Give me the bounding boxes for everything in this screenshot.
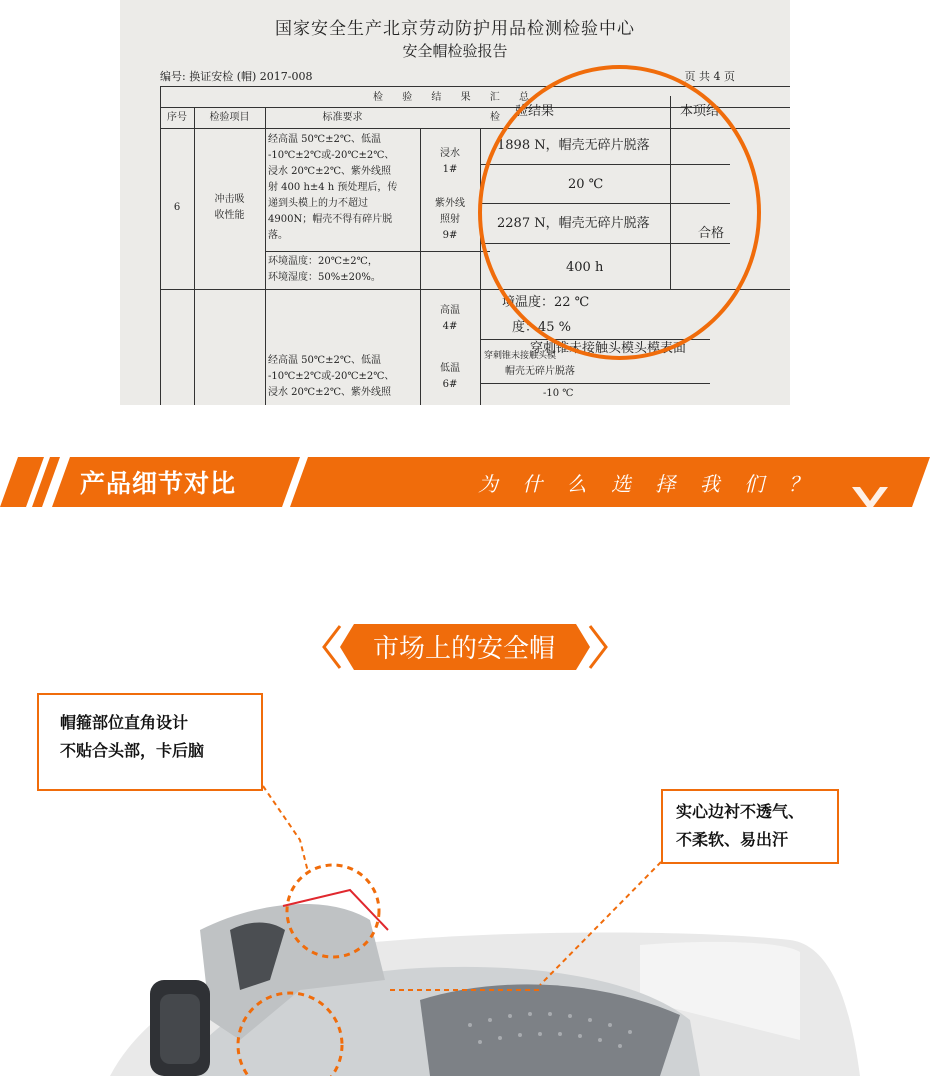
row6-result-2: 20 ℃	[568, 177, 604, 192]
row6-result-4: 400 h	[566, 260, 604, 275]
row6-env-temp: 境温度：22 ℃	[502, 295, 590, 310]
std-line: 浸水 20℃±2℃、紫外线照	[268, 166, 392, 177]
callout-lining-line-1: 实心边衬不透气、	[676, 802, 805, 821]
callout-headband-line-2: 不贴合头部，卡后脑	[60, 741, 205, 760]
row6-env-2: 环境湿度：50%±20%。	[268, 272, 381, 283]
report-subtitle: 安全帽检验报告	[402, 42, 508, 60]
std-line: -10℃±2℃或-20℃±2℃、	[268, 150, 395, 161]
table-rule	[265, 251, 490, 252]
report-number: 编号: 换证安检 (帽) 2017-008	[160, 70, 313, 83]
col-standard: 标准要求	[322, 112, 363, 123]
callout-lining	[661, 789, 839, 864]
row6-cond2-c: 9#	[442, 230, 458, 241]
table-col-rule	[480, 128, 481, 405]
row6-cond2-a: 紫外线	[435, 198, 465, 209]
summary-header: 检 验 结 果 汇 总	[373, 92, 537, 103]
table-top-rule	[160, 86, 790, 87]
row6-item-2: 收性能	[214, 210, 245, 221]
row7-cond2-a: 低温	[440, 363, 460, 374]
std-line: 落。	[268, 230, 288, 241]
col-seq: 序号	[167, 112, 187, 123]
col-item: 检验项目	[209, 112, 250, 123]
table-col-rule	[265, 107, 266, 405]
leader-line-left	[263, 786, 308, 872]
std-line: 经高温 50℃±2℃、低温	[268, 355, 382, 366]
row7-cond1-a: 高温	[440, 305, 460, 316]
std-line: 浸水 20℃±2℃、紫外线照	[268, 387, 392, 398]
row6-verdict: 合格	[698, 226, 725, 241]
std-line: 递到头模上的力不超过	[268, 198, 368, 209]
banner-subtitle: 为 什 么 选 择 我 们 ？	[478, 472, 818, 496]
row7-temp: -10 ℃	[543, 388, 574, 399]
row6-item-1: 冲击吸	[214, 194, 245, 205]
row6-result-1: 1898 N，帽壳无碎片脱落	[497, 138, 650, 153]
report-title: 国家安全生产北京劳动防护用品检测检验中心	[275, 19, 635, 39]
col-result: 验结果	[515, 104, 555, 119]
std-line: 经高温 50℃±2℃、低温	[268, 134, 382, 145]
highlight-circle	[478, 65, 761, 360]
row7-cond1-b: 4#	[442, 321, 458, 332]
std-line: 4900N；帽壳不得有碎片脱	[268, 214, 393, 225]
row7-pierce: 穿刺锥未接触头模头模表面	[530, 341, 687, 356]
ratchet-knob-inner	[160, 994, 200, 1064]
row6-cond1-b: 1#	[442, 164, 458, 175]
banner-title: 产品细节对比	[80, 469, 237, 498]
row6-cond1-a: 浸水	[440, 148, 460, 159]
std-line: 射 400 h±4 h 预处理后，传	[268, 182, 398, 193]
col-result-abbr: 检	[490, 112, 500, 123]
std-line: -10℃±2℃或-20℃±2℃、	[268, 371, 395, 382]
row6-result-3: 2287 N，帽壳无碎片脱落	[497, 216, 650, 231]
section-tag: 市场上的安全帽	[372, 634, 555, 664]
row6-env-1: 环境温度：20℃±2℃，	[268, 256, 378, 267]
table-col-rule	[194, 107, 195, 405]
row7-cond2-b: 6#	[442, 379, 458, 390]
col-verdict: 本项结	[680, 104, 720, 119]
row6-env-hum: 度：45 %	[512, 320, 572, 335]
report-page: 页 共 4 页	[684, 70, 735, 83]
callout-lining-line-2: 不柔软、易出汗	[676, 830, 789, 849]
callout-headband-line-1: 帽箍部位直角设计	[60, 713, 189, 732]
callout-headband	[37, 693, 263, 791]
table-col-rule	[160, 86, 161, 405]
row6-cond2-b: 照射	[440, 214, 460, 225]
table-rule	[480, 383, 710, 384]
row7-pierce-2: 帽壳无碎片脱落	[505, 366, 575, 377]
row7-pierce-small: 穿刺锥未接触头模	[484, 351, 557, 361]
row6-seq: 6	[173, 202, 181, 213]
